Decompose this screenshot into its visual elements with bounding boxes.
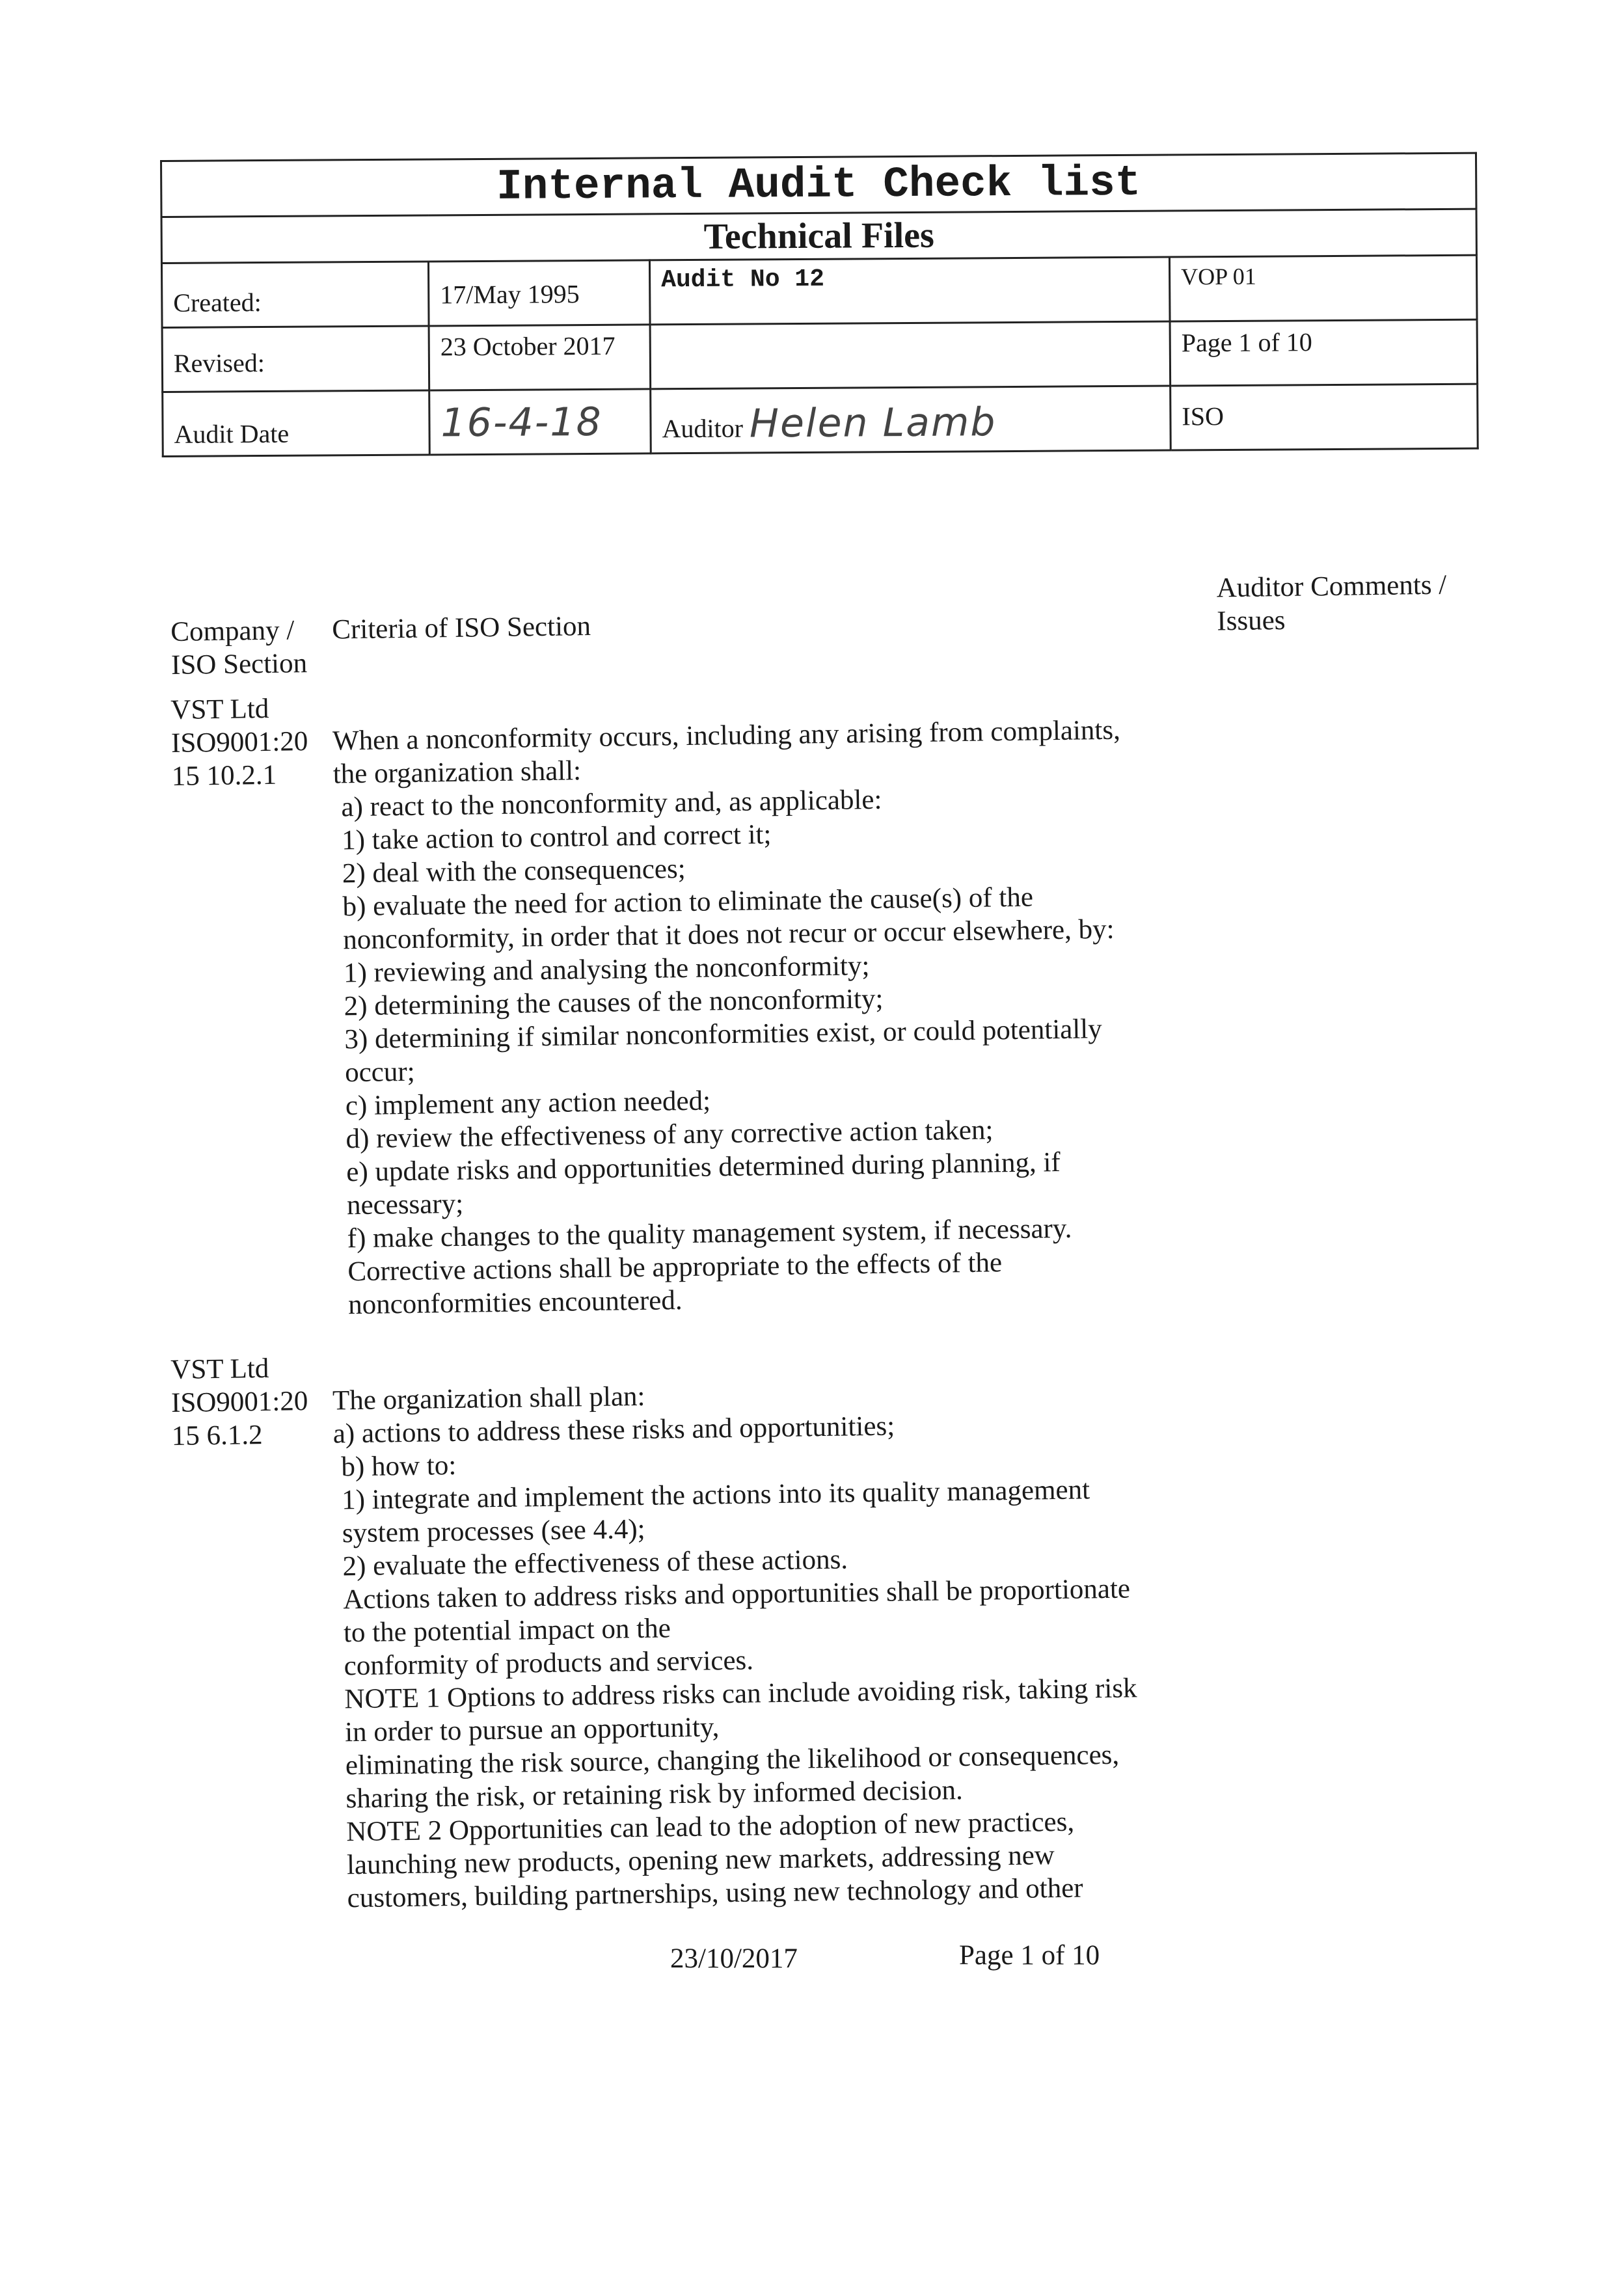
criterion-text-line: to the potential impact on the (343, 1613, 671, 1649)
criterion-text-line: a) actions to address these risks and opportunities; (332, 1411, 895, 1450)
document-code: VOP 01 (1169, 255, 1477, 321)
comments-header-line: Issues (1217, 605, 1286, 637)
iso-standard: ISO9001:20 (170, 726, 308, 759)
criterion-text-line: nonconformities encountered. (347, 1285, 683, 1321)
criterion-text-line: in order to pursue an opportunity, (344, 1712, 720, 1748)
criterion-text-line: the organization shall: (332, 755, 582, 790)
empty-cell (178, 1882, 340, 1917)
empty-cell (173, 1550, 335, 1586)
criterion-text-line: f) make changes to the quality management system, if necessary. (347, 1213, 1072, 1254)
empty-cell (173, 891, 335, 926)
criterion-text-line: b) evaluate the need for action to eliminate the cause(s) of the (342, 882, 1034, 923)
standard-label: ISO (1171, 384, 1478, 450)
empty-cell (178, 1255, 340, 1290)
empty-cell (178, 1222, 340, 1257)
empty-cell (178, 1848, 340, 1884)
criterion-text-line: occur; (344, 1056, 415, 1088)
empty-cell (176, 1749, 338, 1784)
criterion-text-line: c) implement any action needed; (345, 1085, 711, 1122)
empty-cell (175, 1023, 337, 1058)
header-table (160, 152, 1479, 457)
company-header: Company / (170, 615, 295, 647)
empty-cell (173, 858, 335, 893)
criterion-text-line: customers, building partnerships, using new technology and other (347, 1872, 1083, 1914)
empty-cell (172, 1484, 334, 1519)
criterion-text-line: system processes (see 4.4); (342, 1513, 645, 1549)
footer-page: Page 1 of 10 (959, 1940, 1100, 1971)
auditor-signature: Helen Lamb (749, 399, 997, 447)
criterion-text-line: Actions taken to address risks and opportunities shall be proportionate (342, 1573, 1131, 1615)
empty-cell (174, 956, 336, 992)
criterion-text-line: b) how to: (341, 1450, 457, 1483)
criterion-text-line: 1) take action to control and correct it; (341, 819, 772, 856)
empty-cell (177, 1815, 339, 1850)
criterion-text-line: a) react to the nonconformity and, as applicable: (341, 784, 882, 823)
criterion-block (170, 1338, 1284, 1917)
criterion-text-line: NOTE 2 Opportunities can lead to the adoption of new practices, (345, 1806, 1075, 1848)
criterion-text-line: conformity of products and services. (344, 1645, 754, 1682)
company-name: VST Ltd (170, 1353, 269, 1385)
empty-cell (175, 1682, 337, 1718)
empty-cell (176, 1782, 338, 1817)
empty-cell (178, 1189, 340, 1224)
empty-cell (176, 1716, 338, 1751)
column-headers (170, 600, 1277, 682)
criterion-text-line: The organization shall plan: (332, 1381, 645, 1416)
created-value: 17/May 1995 (428, 260, 650, 326)
criterion-text-line: 1) integrate and implement the actions into its quality management (341, 1474, 1090, 1516)
empty-cell (179, 1288, 341, 1323)
criterion-text-line: necessary; (346, 1188, 464, 1221)
criterion-text-line: 2) determining the causes of the nonconformity; (344, 983, 884, 1022)
criterion-block (170, 678, 1285, 1324)
empty-cell (174, 1649, 336, 1684)
document-title: Internal Audit Check list (161, 153, 1476, 217)
iso-clause: 15 6.1.2 (171, 1420, 263, 1452)
criterion-text-line: Corrective actions shall be appropriate to the effects of the (347, 1247, 1003, 1288)
revised-label: Revised: (162, 326, 429, 392)
criterion-text-line: NOTE 1 Options to address risks can include avoiding risk, taking risk (344, 1673, 1137, 1715)
empty-cell (172, 824, 334, 859)
empty-cell (177, 1155, 339, 1191)
empty-cell (176, 1056, 338, 1091)
revised-value: 23 October 2017 (429, 325, 651, 390)
empty-cell (174, 1616, 336, 1651)
audit-date-handwritten: 16-4-18 (440, 399, 602, 446)
empty-cell (650, 321, 1171, 389)
empty-cell (174, 990, 336, 1025)
criterion-text-line: When a nonconformity occurs, including any arising from complaints, (332, 714, 1121, 757)
created-label: Created: (161, 262, 429, 328)
iso-section-header: ISO Section (170, 648, 308, 681)
empty-cell (176, 1089, 338, 1124)
criterion-text-line: 2) deal with the consequences; (342, 853, 686, 889)
criterion-text-line: launching new products, opening new markets, addressing new (346, 1840, 1055, 1881)
audit-number: Audit No 12 (649, 257, 1170, 325)
iso-standard: ISO9001:20 (170, 1386, 308, 1418)
document-subtitle: Technical Files (161, 209, 1476, 263)
empty-cell (174, 1584, 336, 1619)
empty-cell (172, 1451, 334, 1486)
comments-header-line: Auditor Comments / (1216, 569, 1447, 604)
audit-date-label: Audit Date (163, 390, 430, 457)
criterion-text-line: 2) evaluate the effectiveness of these actions. (342, 1544, 848, 1582)
page-indicator: Page 1 of 10 (1170, 319, 1478, 386)
empty-cell (174, 924, 336, 959)
empty-cell (176, 1122, 338, 1157)
criterion-text-line: d) review the effectiveness of any corrective action taken; (345, 1115, 994, 1155)
iso-clause: 15 10.2.1 (171, 759, 277, 792)
empty-cell (173, 1517, 335, 1552)
criterion-text-line: e) update risks and opportunities determined during planning, if (345, 1146, 1061, 1188)
criterion-text-line: nonconformity, in order that it does not recur or occur elsewhere, by: (342, 913, 1115, 956)
footer-date: 23/10/2017 (670, 1943, 798, 1974)
criterion-text-line: 3) determining if similar nonconformities exist, or could potentially (344, 1014, 1103, 1055)
empty-cell (172, 791, 334, 826)
criteria-header: Criteria of ISO Section (332, 610, 591, 645)
criterion-text-line: eliminating the risk source, changing the likelihood or consequences, (345, 1739, 1120, 1781)
criterion-text-line: 1) reviewing and analysing the nonconformity; (343, 951, 870, 989)
auditor-label: Auditor (662, 413, 744, 444)
criterion-text-line: sharing the risk, or retaining risk by informed decision. (345, 1775, 964, 1815)
company-name: VST Ltd (170, 693, 269, 725)
